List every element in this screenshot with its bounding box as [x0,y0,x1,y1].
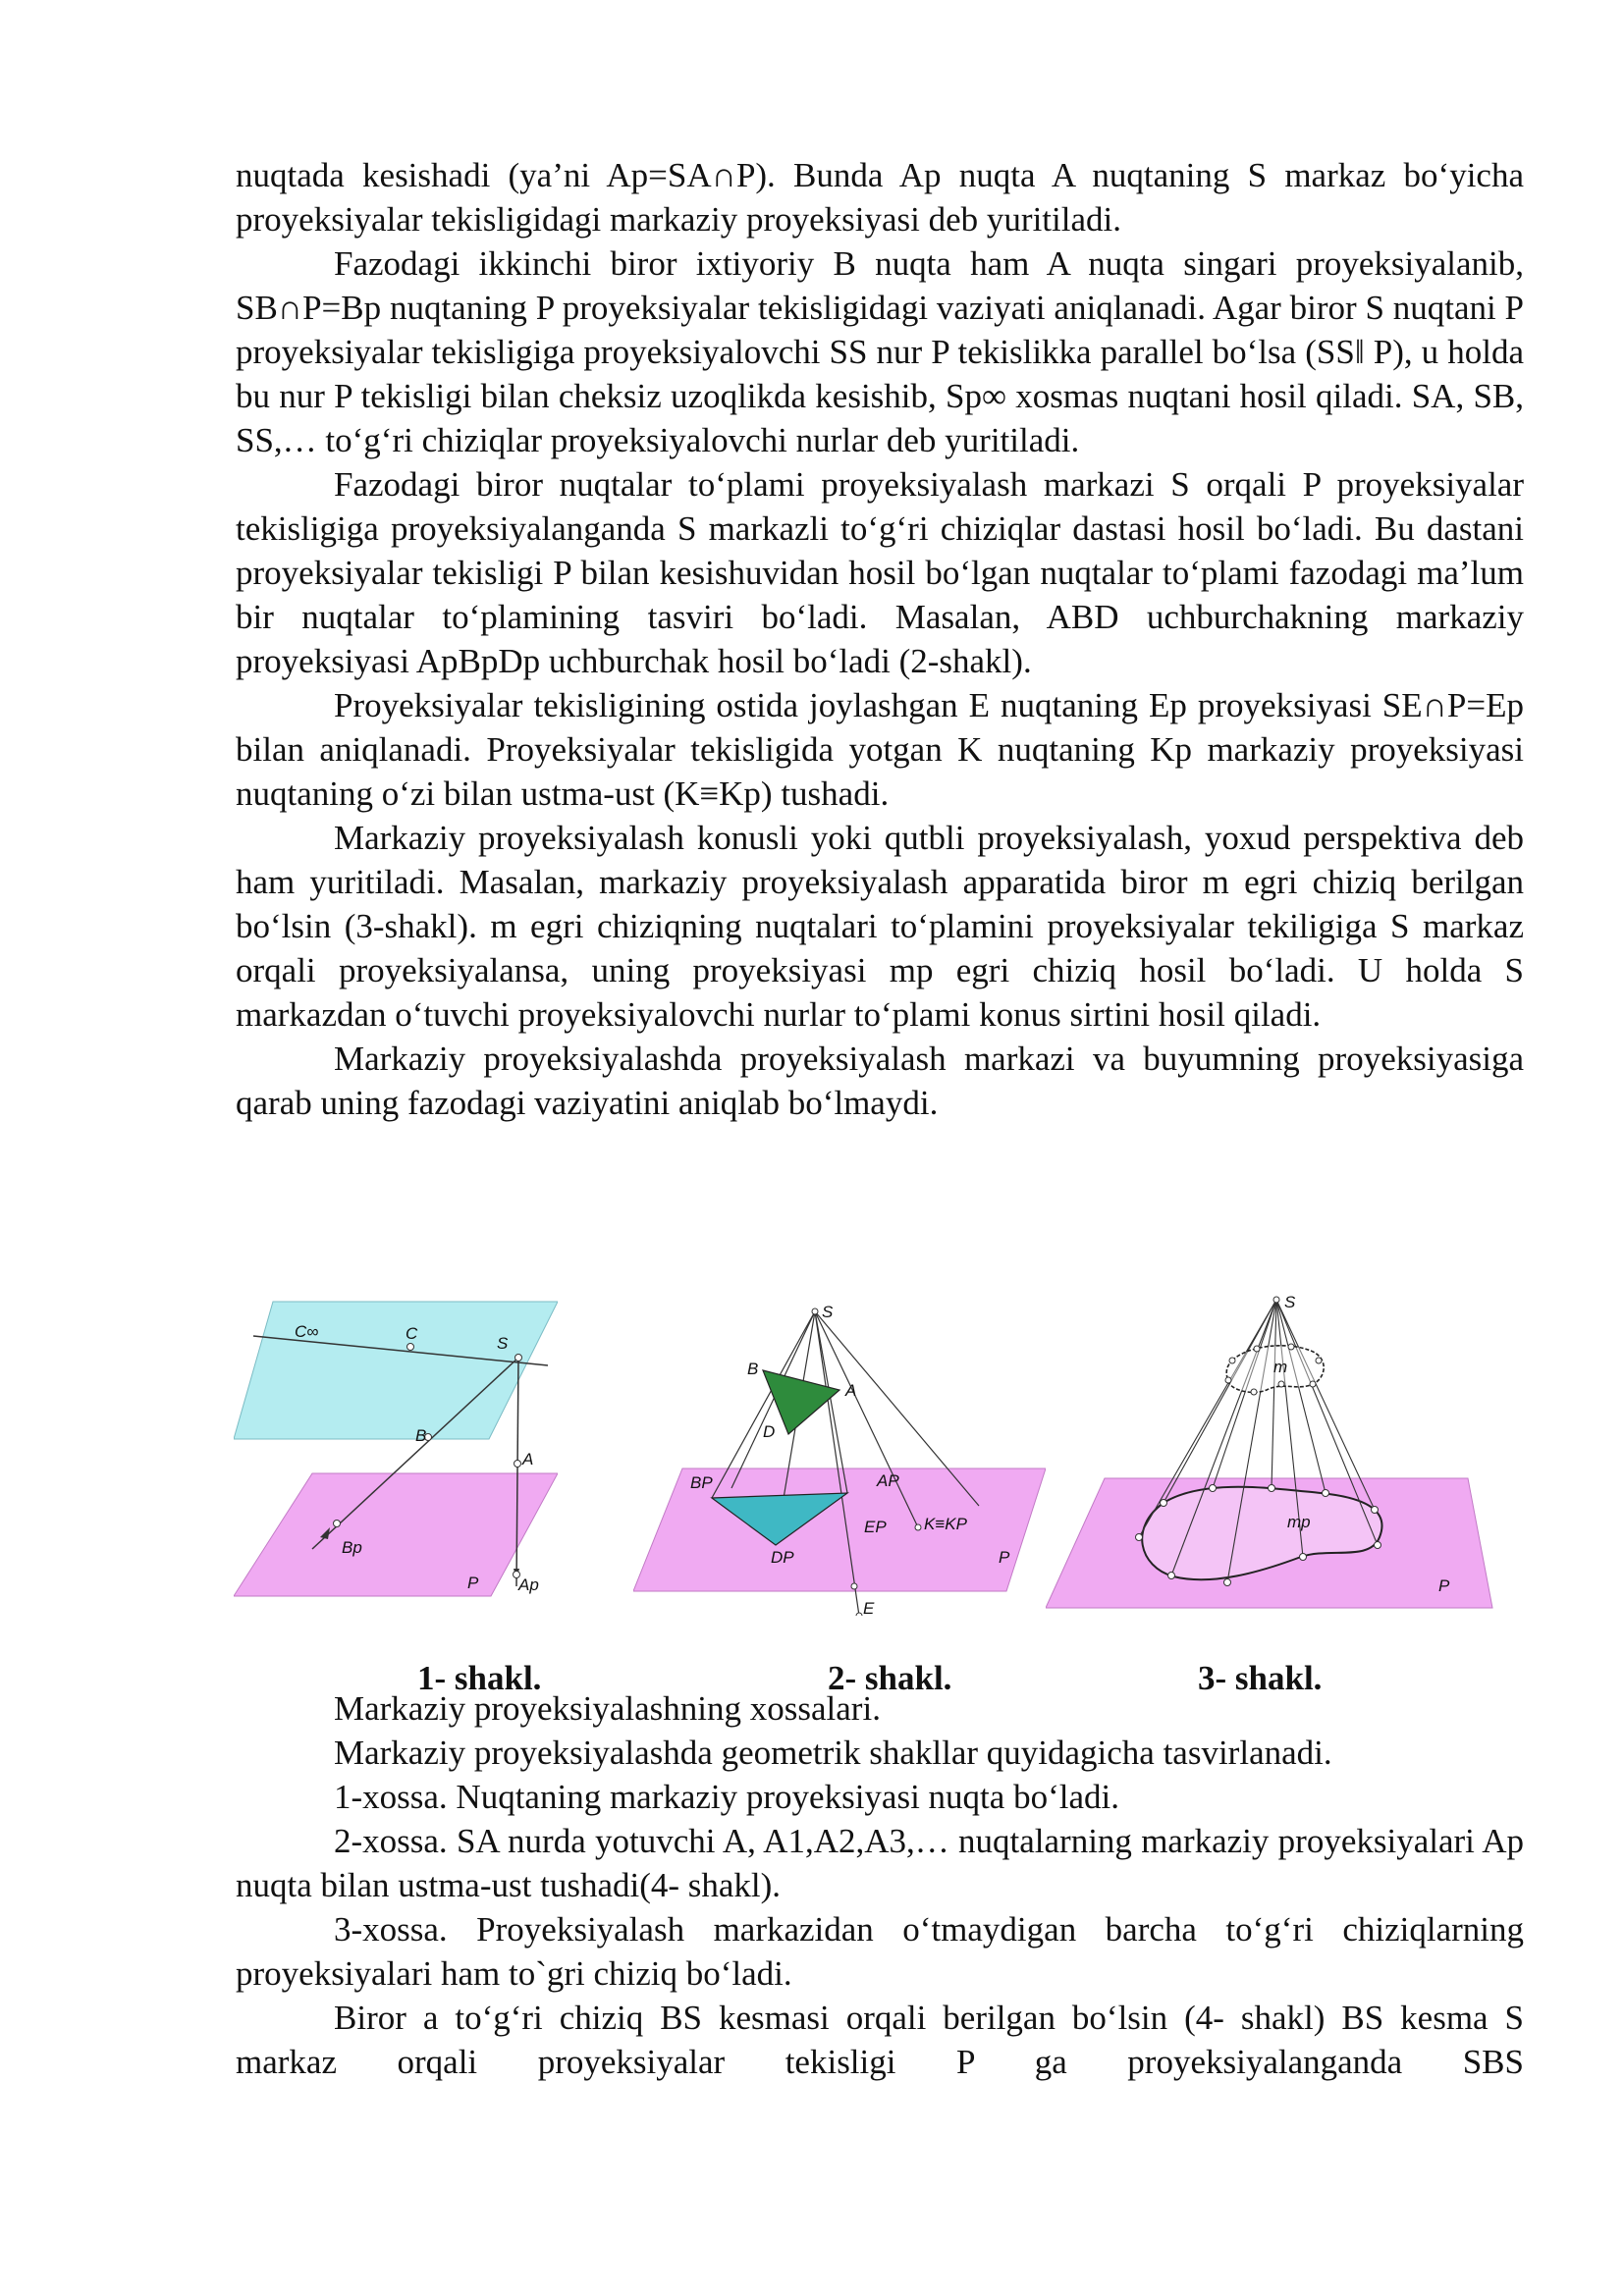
figure-1-drawing [234,1292,558,1616]
label-b: B [415,1426,427,1445]
label-s: S [822,1303,834,1321]
label-d: D [763,1422,776,1441]
label-bp: Bp [342,1538,362,1557]
figure-2-drawing [633,1292,1046,1616]
point-a [514,1461,521,1468]
point-ep [851,1583,857,1589]
paragraph: Markaziy proyeksiyalashda geometrik shakllar quyidagicha tasvirlanadi. [334,1734,1332,1772]
label-a: A [845,1381,857,1400]
figure-3-drawing [1046,1292,1497,1616]
label-a: A [522,1450,534,1468]
label-mp: mp [1287,1513,1311,1531]
paragraph: nuqtada kesishadi (ya’ni Ap=SA∩P). Bunda Ap nuqta A nuqtaning S markaz bo‘yicha proyeksiyalar tekisligidagi markaziy proyeksiyasi deb yuritiladi. [236,156,1524,239]
label-s: S [1284,1293,1296,1311]
point-bp [334,1521,341,1527]
paragraph: Fazodagi ikkinchi biror ixtiyoriy B nuqta ham A nuqta singari proyeksiyalanib, SB∩P=Bp nuqtaning P proyeksiyalar tekisligidagi vaziyati aniqlanadi. Agar biror S nuqtani P proyeksiyalar tekisligiga proyeksiyalovchi SS nur P tekislikka parallel bo‘lsa (SS‖ P), u holda bu nur P tekisligi bilan cheksiz uzoqlikda kesishib, Sp∞ xosmas nuqtani hosil qiladi. SA, SB, SS,… to‘g‘ri chiziqlar proyeksiyalovchi nurlar deb yuritiladi. [236,244,1524,459]
section-heading: Markaziy proyeksiyalashning xossalari. [334,1689,881,1728]
label-p: P [467,1574,479,1592]
caption-figure-1: 1- shakl. [417,1659,542,1697]
label-b: B [747,1360,759,1378]
figure-3-cone-projection [1046,1292,1497,1616]
paragraph: Markaziy proyeksiyalashda proyeksiyalash markazi va buyumning proyeksiyasiga qarab uning fazodagi vaziyatini aniqlab bo‘lmaydi. [236,1040,1524,1122]
label-ap: AP [877,1471,899,1490]
paragraph: Biror a to‘g‘ri chiziq BS kesmasi orqali berilgan bo‘lsin (4- shakl) BS kesma S markaz orqali proyeksiyalar tekisligi P ga proyeksiyalanganda SBS [236,1999,1524,2081]
point-e [856,1613,862,1616]
paragraph: 2-xossa. SA nurda yotuvchi A, A1,A2,A3,… nuqtalarning markaziy proyeksiyalari Ap nuqta bilan ustma-ust tushadi(4- shakl). [236,1822,1524,1904]
body-text-top [236,153,1524,1125]
paragraph: Fazodagi biror nuqtalar to‘plami proyeksiyalash markazi S orqali P proyeksiyalar tekisligiga proyeksiyalanganda S markazli to‘g‘ri chiziqlar dastasi hosil bo‘ladi. Bu dastani proyeksiyalar tekisligi P bilan kesishuvidan hosil bo‘lgan nuqtalar to‘plami fazodagi ma’lum bir nuqtalar to‘plamining tasviri bo‘ladi. Masalan, ABD uchburchakning markaziy proyeksiyasi ApBpDp uchburchak hosil bo‘ladi (2-shakl). [236,465,1524,680]
label-e: E [863,1599,875,1616]
body-text-bottom [236,1686,1524,2084]
paragraph: Markaziy proyeksiyalash konusli yoki qutbli proyeksiyalash, yoxud perspektiva deb ham yuritiladi. Masalan, markaziy proyeksiyalash apparatida biror m egri chiziq berilgan bo‘lsin (3-shakl). m egri chiziqning nuqtalari to‘plamini proyeksiyalar tekiligiga S markaz orqali proyeksiyalansa, uning proyeksiyasi mp egri chiziq hosil bo‘ladi. U holda S markazdan o‘tuvchi proyeksiyalovchi nurlar to‘plami konus sirtini hosil qiladi. [236,819,1524,1034]
label-dp: DP [771,1548,794,1567]
label-bp: BP [690,1473,713,1492]
ray-s-a [516,1358,518,1586]
paragraph: 3-xossa. Proyeksiyalash markazidan o‘tmaydigan barcha to‘g‘ri chiziqlarning proyeksiyalari ham to`gri chiziq bo‘ladi. [236,1910,1524,1993]
point-s [515,1355,522,1362]
caption-figure-2: 2- shakl. [828,1659,952,1697]
label-m: m [1273,1358,1288,1376]
label-ep: EP [864,1518,887,1536]
projection-plane-p [234,1473,558,1596]
figure-1-central-projection [234,1292,558,1616]
upper-plane [234,1302,558,1439]
paragraph: Proyeksiyalar tekisligining ostida joylashgan E nuqtaning Ep proyeksiyasi SE∩P=Ep bilan aniqlanadi. Proyeksiyalar tekisligida yotgan K nuqtaning Kp markaziy proyeksiyasi nuqtaning o‘zi bilan ustma-ust (K≡Kp) tushadi. [236,686,1524,813]
caption-figure-3: 3- shakl. [1198,1659,1323,1697]
point-s [812,1308,818,1314]
label-k-kp: K≡KP [924,1515,967,1533]
point-s [1273,1297,1279,1303]
label-s: S [497,1334,509,1353]
point-c [407,1344,414,1351]
label-c-inf: C∞ [295,1322,319,1341]
label-ap: Ap [518,1575,539,1594]
label-p: P [1438,1576,1450,1595]
figure-2-triangle-projection [633,1292,1046,1616]
label-p: P [999,1548,1010,1567]
point-k [915,1524,921,1530]
label-c: C [406,1324,418,1343]
paragraph: 1-xossa. Nuqtaning markaziy proyeksiyasi nuqta bo‘ladi. [334,1778,1119,1816]
